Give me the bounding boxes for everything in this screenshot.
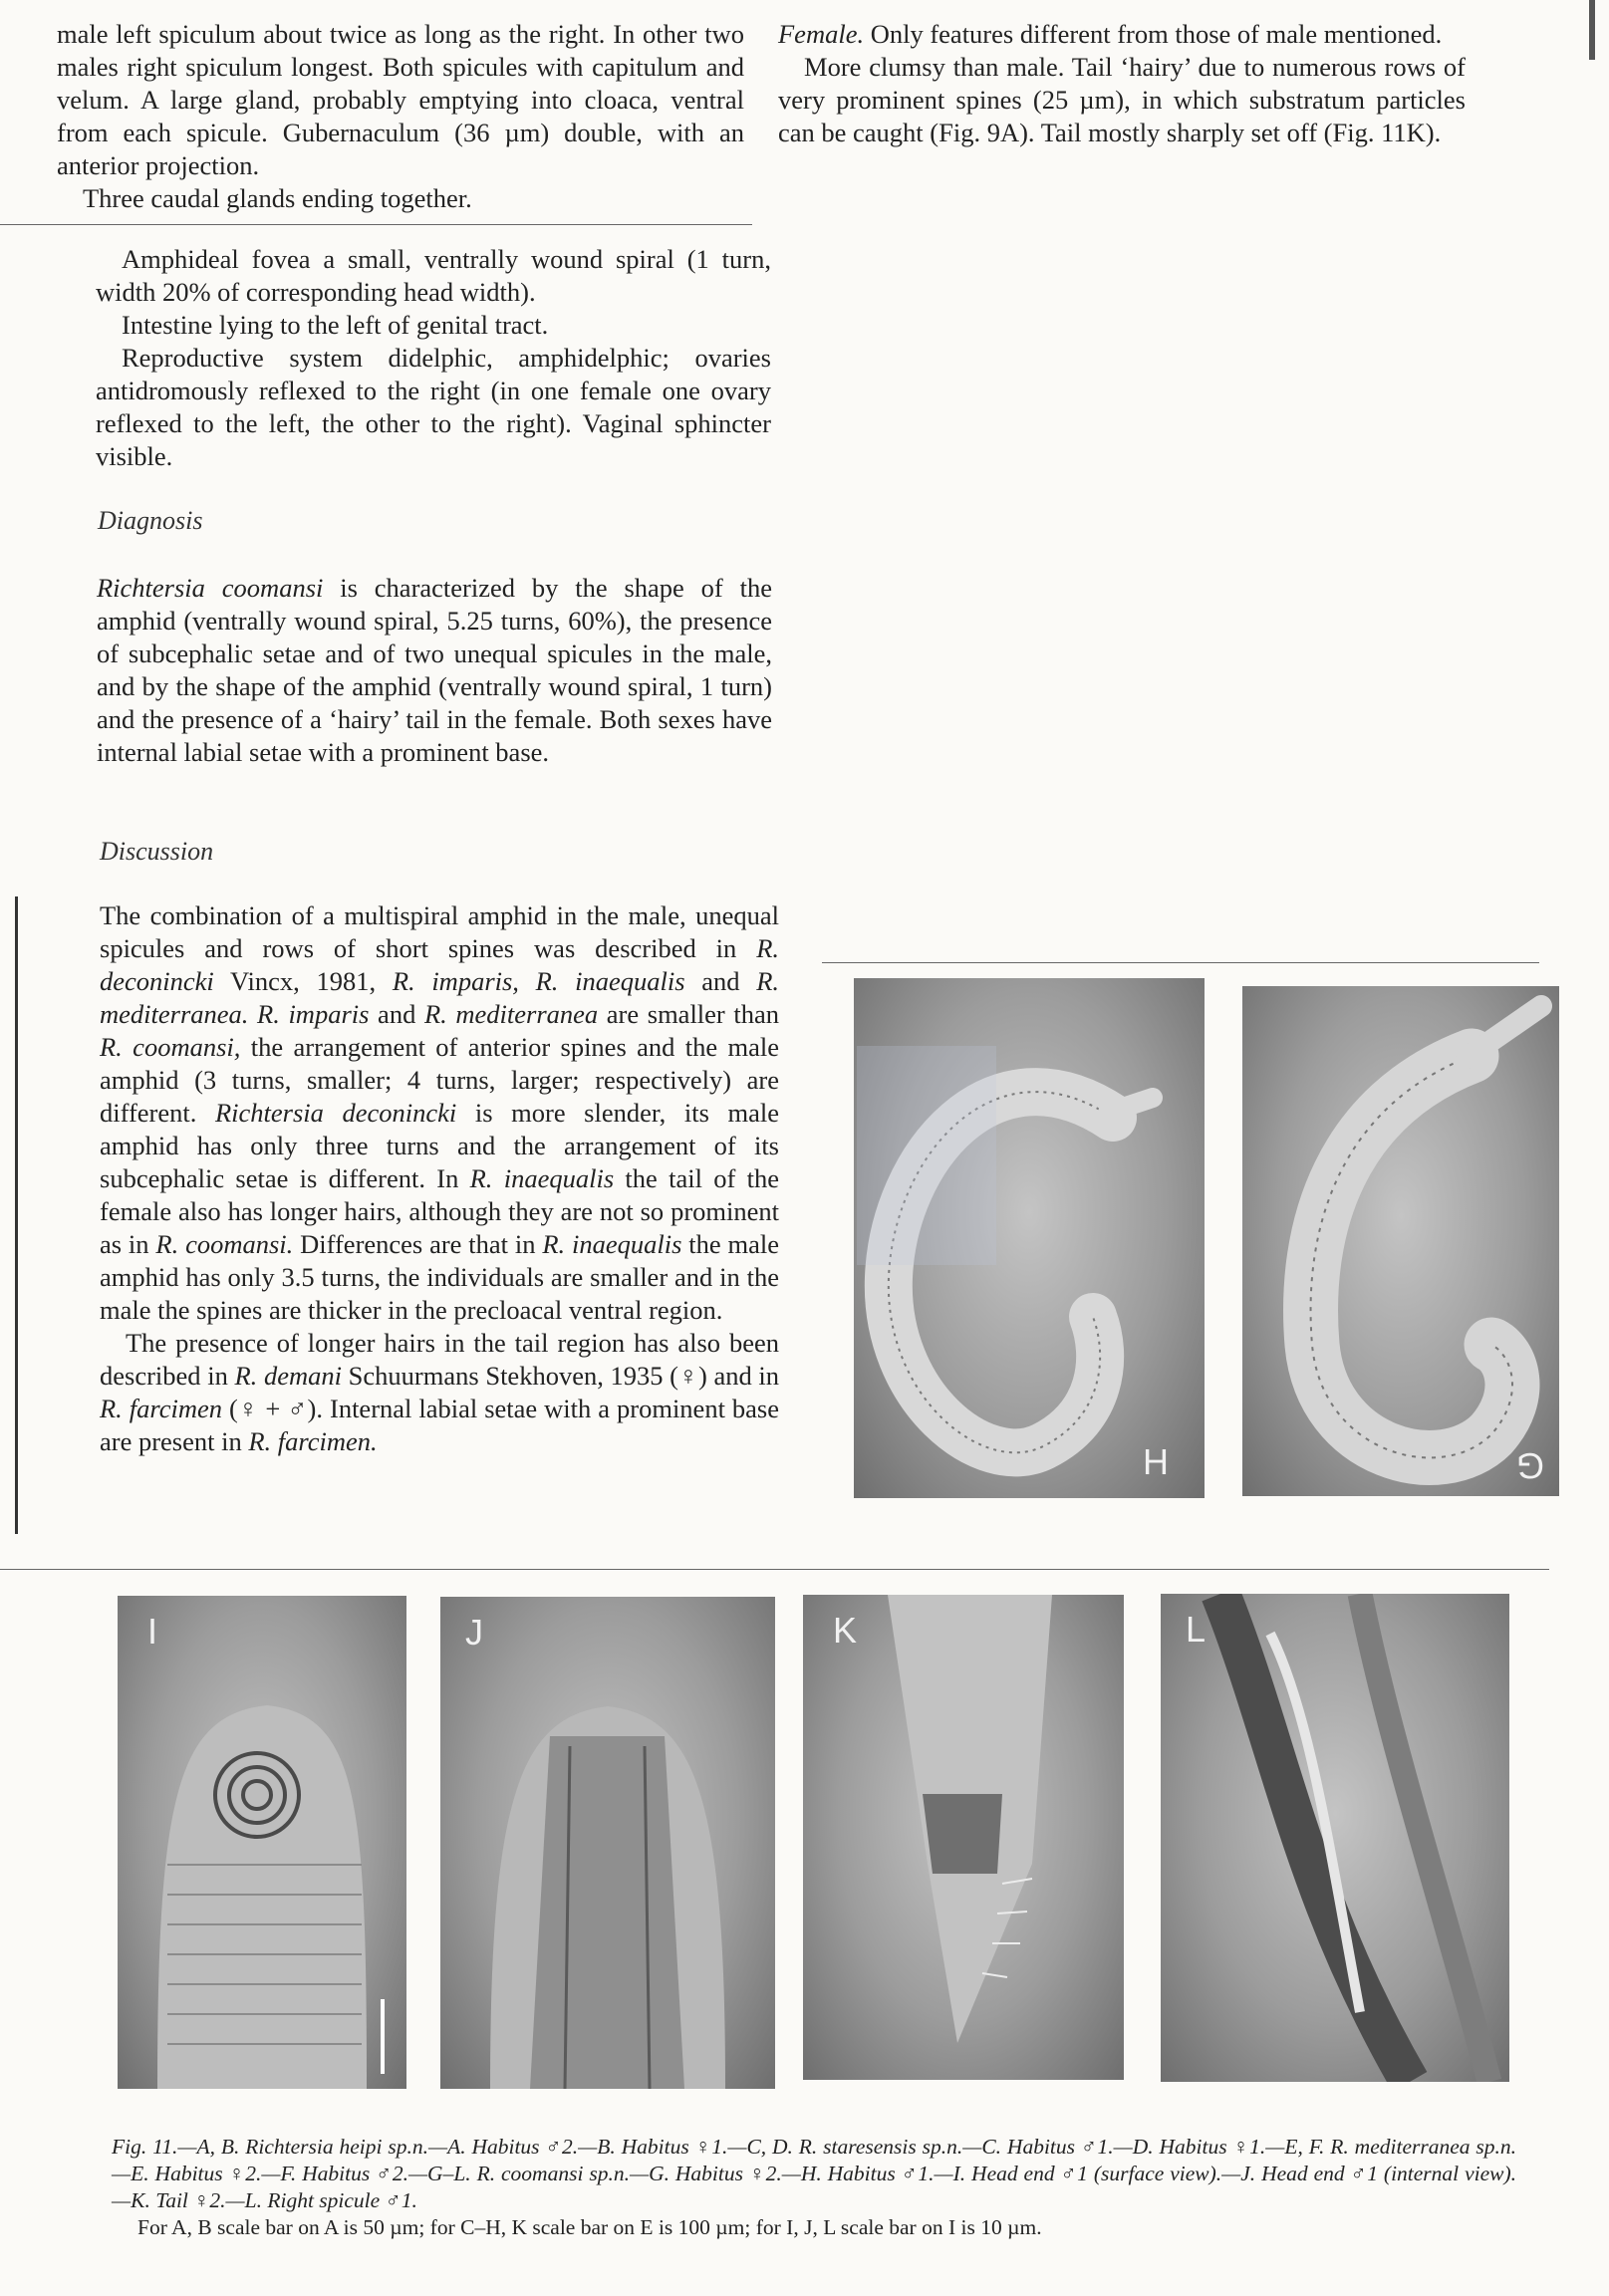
paragraph (100, 899, 779, 1327)
margin-mark (15, 896, 18, 1534)
text-span: the male amphid has only 3.5 turns, the individuals are smaller and in the male the spines are thicker in the precloacal ventral region. (100, 1229, 780, 1325)
caption-line: Fig. 11.—A, B. Richtersia heipi sp.n.—A. Habitus ♂2.—B. Habitus ♀1.—C, D. R. staresensis sp.n.—C. Habitus ♂1.—D. Habitus ♀1.—E, F. R. mediterranea sp.n.—E. Habitus ♀2.—F. Habitus ♂2.—G–L. R. coomansi sp.n.—G. Habitus ♀2.—H. Habitus ♂1.—I. Head end ♂1 (surface view).—J. Head end ♂1 (internal view).—K. Tail ♀2.—L. Right spicule ♂1. (112, 2135, 1516, 2212)
species-name: R. farcimen (100, 1394, 223, 1423)
discussion-text (100, 899, 779, 1458)
species-name: R. mediterranea. R. imparis (100, 966, 780, 1029)
species-name: R. demani (234, 1361, 342, 1391)
micrograph-l (1161, 1594, 1509, 2082)
paragraph: male left spiculum about twice as long as the right. In other two males right spiculum longest. Both spicules with capitulum and velum. A large gland, probably emptying into cloaca, ventral from each spicule. Gubernaculum (36 µm) double, with an anterior projection. (57, 19, 744, 180)
paragraph: Amphideal fovea a small, ventrally wound spiral (1 turn, width 20% of corresponding head width). (96, 244, 771, 307)
top-right-column (778, 18, 1466, 149)
paragraph (778, 18, 1466, 51)
species-name: Richtersia deconincki (214, 1098, 457, 1128)
caption-line: For A, B scale bar on A is 50 µm; for C–H, K scale bar on E is 100 µm; for I, J, L scale bar on I is 10 µm. (137, 2215, 1042, 2239)
paragraph (97, 572, 772, 769)
description-column (96, 243, 771, 473)
species-name: R. inaequalis (542, 1229, 682, 1259)
paragraph (100, 1327, 779, 1458)
paragraph: Reproductive system didelphic, amphidelphic; ovaries antidromously reflexed to the right (in one female one ovary reflexed to the left, the other to the right). Vaginal sphincter visible. (96, 343, 771, 471)
species-name: Richtersia coomansi (97, 573, 324, 603)
diagnosis-text (97, 572, 772, 769)
species-name: R. coomansi. (155, 1229, 294, 1259)
species-name: R. deconincki (100, 933, 779, 996)
text-span: and (369, 999, 424, 1029)
text-span: is more slender, its male amphid has only three turns and the arrangement of its subcephalic setae is different. In (100, 1098, 779, 1193)
text-span: The combination of a multispiral amphid in the male, unequal spicules and rows of short spines was described in (100, 900, 779, 963)
text-span: and (684, 966, 757, 996)
plate-letter: L (1186, 1609, 1207, 1650)
micrograph-k (803, 1595, 1124, 2080)
discussion-heading: Discussion (100, 837, 214, 866)
text-span: Schuurmans Stekhoven, 1935 (♀) and in (341, 1361, 779, 1391)
micrograph-j (440, 1597, 775, 2089)
text-span: Differences are that in (293, 1229, 543, 1259)
female-label: Female. (778, 19, 865, 49)
text-span: the tail of the female also has longer hairs, although they are not so prominent as in (100, 1163, 779, 1259)
diagnosis-heading: Diagnosis (98, 506, 203, 535)
diagnosis-body: is characterized by the shape of the amphid (ventrally wound spiral, 5.25 turns, 60%), the presence of subcephalic setae and of two unequal spicules in the male, and by the shape of the amphid (ventrally wound spiral, 1 turn) and the presence of a ‘hairy’ tail in the female. Both sexes have internal labial setae with a prominent base. (97, 573, 773, 767)
text-span: Vincx, 1981, (213, 966, 393, 996)
text-span: the arrangement of anterior spines and the male amphid (3 turns, smaller; 4 turns, larger; respectively) are different. (100, 1032, 780, 1128)
species-name: R. imparis, R. inaequalis (392, 966, 685, 996)
paragraph: More clumsy than male. Tail ‘hairy’ due to numerous rows of very prominent spines (25 µm), in which substratum particles can be caught (Fig. 9A). Tail mostly sharply set off (Fig. 11K). (778, 52, 1466, 147)
text-span: are smaller than (598, 999, 780, 1029)
divider (0, 224, 752, 225)
female-text: Only features different from those of male mentioned. (864, 19, 1443, 49)
text-span: (♀ + ♂). Internal labial setae with a prominent base are present in (100, 1394, 779, 1456)
divider (0, 1569, 1549, 1570)
margin-mark (1589, 0, 1595, 60)
paragraph: Intestine lying to the left of genital tract. (122, 310, 549, 340)
top-left-column (57, 18, 744, 215)
species-name: R. inaequalis (469, 1163, 615, 1193)
plate-letter: K (833, 1610, 858, 1651)
plate-letter: I (147, 1611, 158, 1652)
species-name: R. mediterranea (423, 999, 599, 1029)
species-name: R. farcimen. (248, 1426, 378, 1456)
divider (822, 962, 1539, 963)
species-name: R. coomansi, (100, 1032, 241, 1062)
plate-letter: H (1143, 1441, 1169, 1482)
figure-caption (112, 2134, 1516, 2241)
micrograph-i (118, 1596, 406, 2089)
micrograph-g (1242, 986, 1559, 1496)
plate-letter: J (465, 1612, 483, 1653)
paragraph: Three caudal glands ending together. (83, 183, 472, 213)
plate-letter: G (1516, 1445, 1545, 1486)
text-span: The presence of longer hairs in the tail region has also been described in (100, 1328, 779, 1391)
micrograph-h (854, 978, 1205, 1498)
